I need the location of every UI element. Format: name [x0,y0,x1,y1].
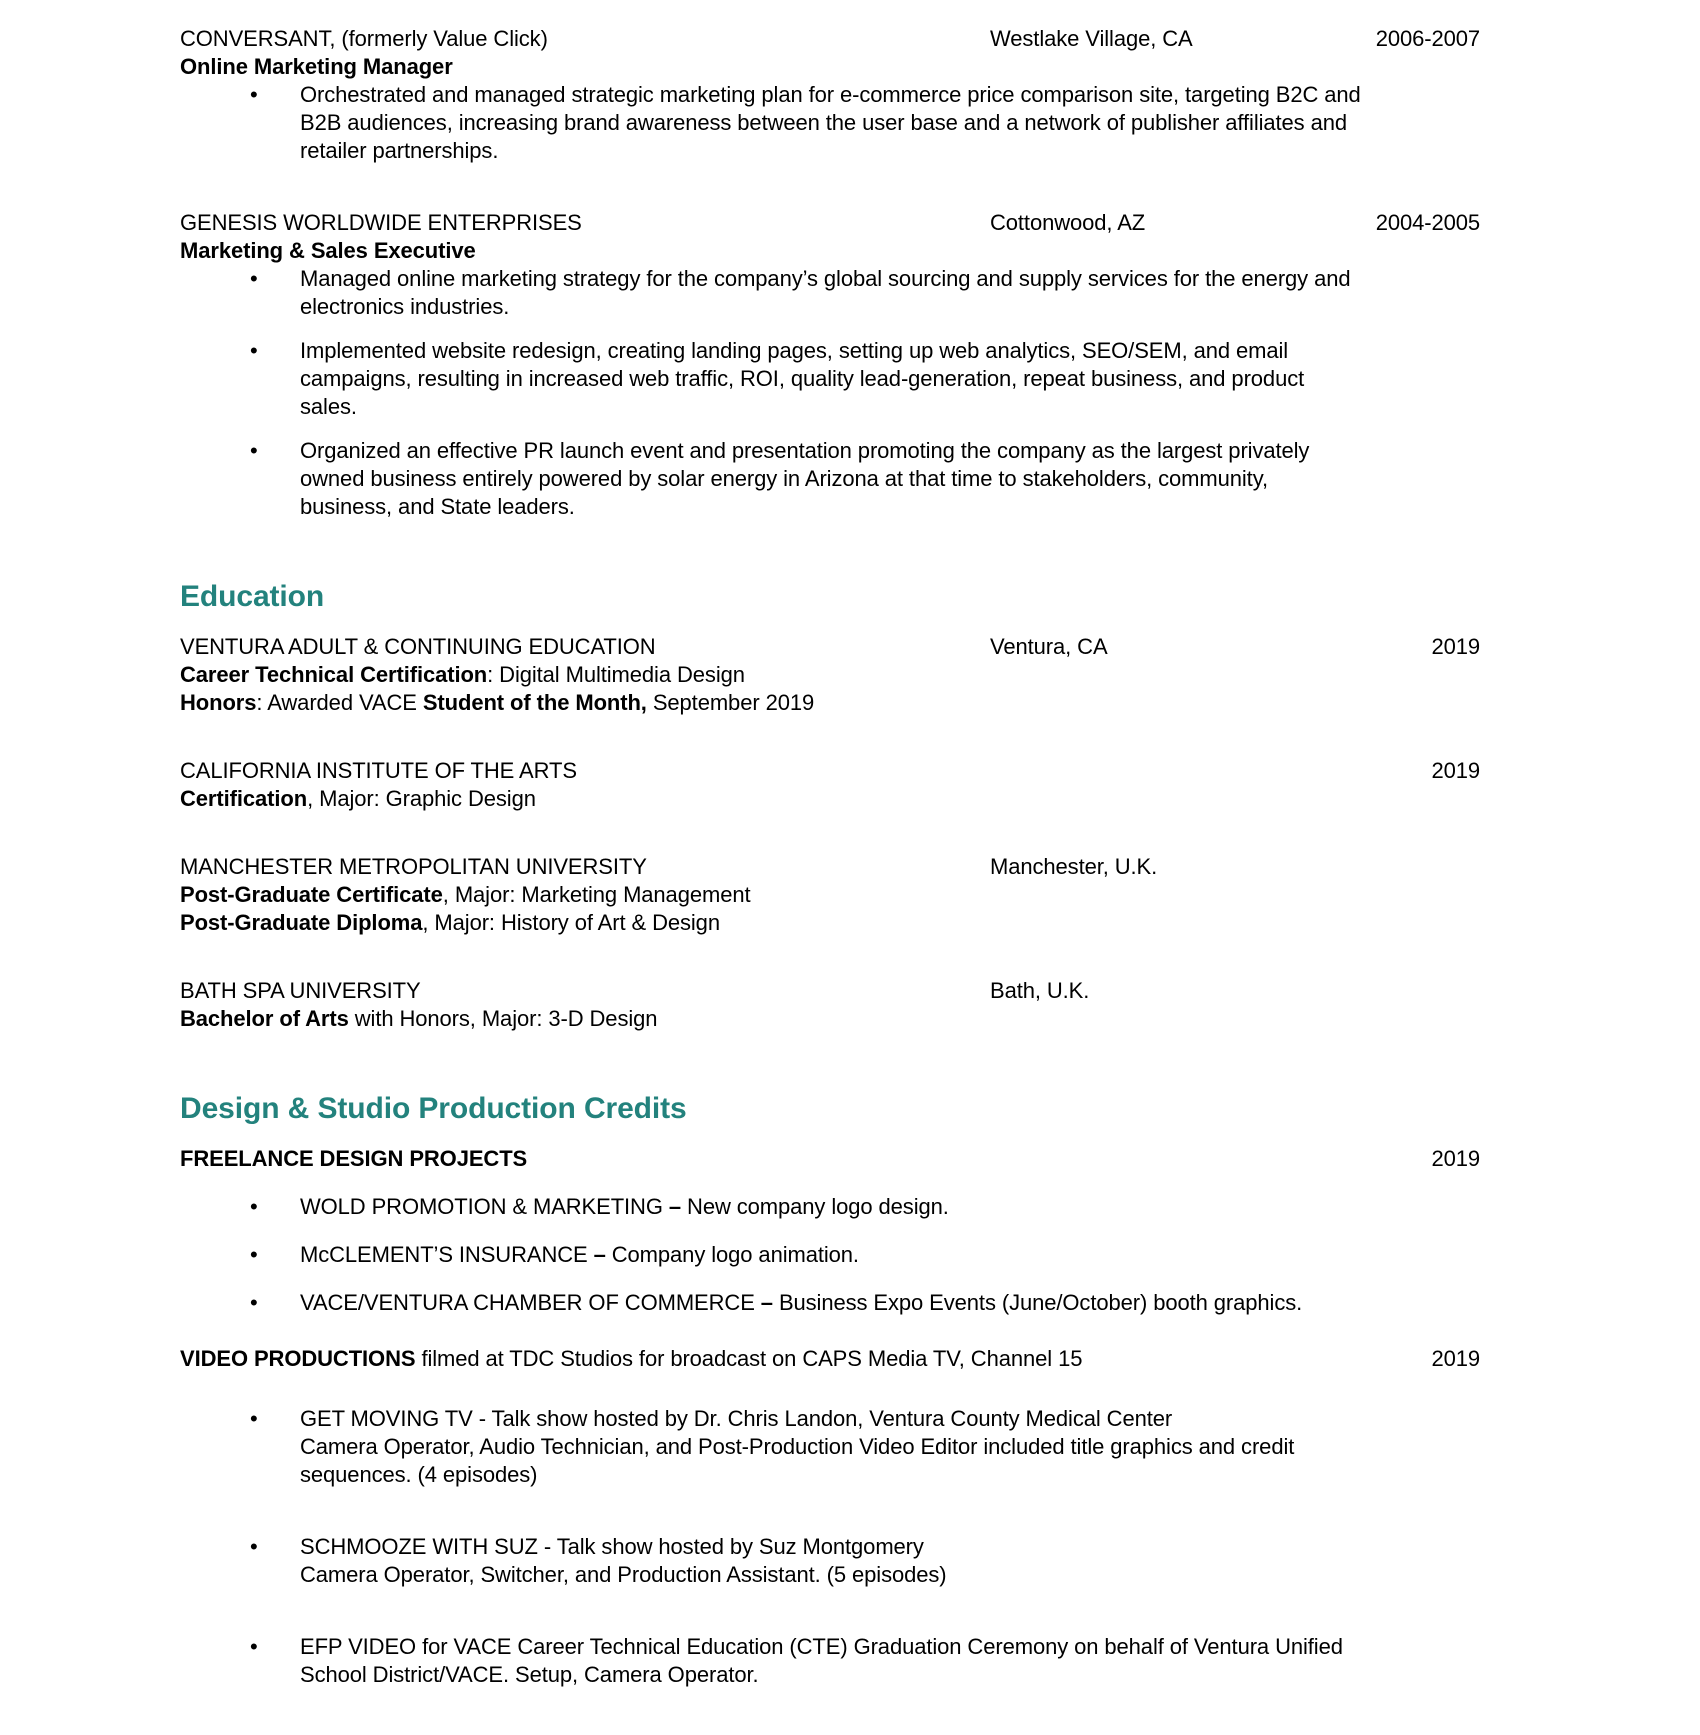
project-description: Business Expo Events (June/October) booth graphics. [772,1290,1303,1315]
job-title: Online Marketing Manager [180,54,453,79]
resume-content [180,25,1480,1689]
degree-line [180,661,1480,689]
degree-detail: , Major: History of Art & Design [422,910,720,935]
degree-detail: , Major: Graphic Design [307,786,536,811]
degree-name: Post-Graduate Certificate [180,882,443,907]
video-bullet-list [180,1405,1480,1689]
honors-award: Student of the Month, [422,690,647,715]
job-entry-genesis [180,209,1480,521]
job-bullet-item: • Managed online marketing strategy for the company’s global sourcing and supply services for the energy and electronics industries. [180,265,1365,321]
freelance-bullet-item [180,1289,1365,1317]
school-dates: 2019 [1431,634,1480,659]
education-heading: Education [180,580,325,613]
experience-section [180,25,1480,521]
job-bullet-list [180,265,1480,521]
video-bullet-item [180,1405,1365,1489]
job-location: Cottonwood, AZ [990,210,1146,235]
school-header-row [180,977,1480,1005]
degree-detail: : Digital Multimedia Design [487,662,745,687]
school-location: Ventura, CA [990,634,1108,659]
honors-line [180,689,1480,717]
degree-line [180,1005,1480,1033]
school-header-row [180,757,1480,785]
video-bullet-item [180,1633,1365,1689]
freelance-dates: 2019 [1431,1146,1480,1171]
video-bullet-item [180,1533,1365,1589]
degree-name: Bachelor of Arts [180,1006,349,1031]
job-header-row [180,25,1480,53]
video-title: VIDEO PRODUCTIONS [180,1346,416,1371]
production-line: • GET MOVING TV - Talk show hosted by Dr. Chris Landon, Ventura County Medical Center [300,1406,1173,1431]
video-header-row [180,1345,1480,1373]
education-entry-bath [180,977,1480,1033]
school-name: BATH SPA UNIVERSITY [180,978,421,1003]
school-name: VENTURA ADULT & CONTINUING EDUCATION [180,634,656,659]
freelance-bullet-item [180,1193,1365,1221]
degree-name: Career Technical Certification [180,662,488,687]
school-location: Manchester, U.K. [990,854,1158,879]
video-title-line [180,1345,1310,1373]
freelance-bullet-item [180,1241,1365,1269]
video-title-detail: filmed at TDC Studios for broadcast on CAPS Media TV, Channel 15 [415,1346,1083,1371]
job-bullet-item: • Orchestrated and managed strategic marketing plan for e-commerce price comparison site, targeting B2C and B2B audiences, increasing brand awareness between the user base and a network of publisher affiliates and retailer partnerships. [180,81,1365,165]
school-location: Bath, U.K. [990,978,1090,1003]
production-line: • SCHMOOZE WITH SUZ - Talk show hosted by Suz Montgomery [300,1534,924,1559]
client-name: McCLEMENT’S INSURANCE [300,1242,594,1267]
project-description: New company logo design. [681,1194,949,1219]
production-line: • EFP VIDEO for VACE Career Technical Education (CTE) Graduation Ceremony on behalf of Ventura Unified School District/VACE. Setup, Camera Operator. [300,1634,1343,1687]
school-dates [1310,977,1480,1005]
education-entry-manchester [180,853,1480,937]
school-dates: 2019 [1431,758,1480,783]
job-header-row [180,209,1480,237]
honors-label: Honors [180,690,257,715]
job-bullet-item: • Organized an effective PR launch event and presentation promoting the company as the largest privately owned business entirely powered by solar energy in Arizona at that time to stakeholders, community, business, and State leaders. [180,437,1365,521]
video-dates: 2019 [1431,1346,1480,1371]
credits-heading: Design & Studio Production Credits [180,1092,687,1125]
client-name: VACE/VENTURA CHAMBER OF COMMERCE [300,1290,761,1315]
dash-separator: – [760,1290,773,1315]
degree-line [180,909,1480,937]
school-header-row [180,853,1480,881]
company-name: GENESIS WORLDWIDE ENTERPRISES [180,210,582,235]
education-section [180,633,1480,1033]
credits-section [180,1145,1480,1689]
degree-name: Post-Graduate Diploma [180,910,423,935]
education-entry-calarts [180,757,1480,813]
job-dates: 2006-2007 [1375,26,1480,51]
job-dates: 2004-2005 [1375,210,1480,235]
job-title: Marketing & Sales Executive [180,238,476,263]
degree-line [180,785,1480,813]
production-line: Camera Operator, Switcher, and Production Assistant. (5 episodes) [300,1562,947,1587]
degree-detail: with Honors, Major: 3-D Design [348,1006,658,1031]
job-entry-conversant [180,25,1480,165]
education-entry-vace [180,633,1480,717]
client-name: WOLD PROMOTION & MARKETING [300,1194,669,1219]
school-location [990,757,1310,785]
freelance-title: FREELANCE DESIGN PROJECTS [180,1146,528,1171]
school-dates [1310,853,1480,881]
dash-separator: – [668,1194,682,1219]
freelance-bullet-list [180,1193,1480,1317]
production-line: Camera Operator, Audio Technician, and Post-Production Video Editor included title graphics and credit sequences. (4 episodes) [300,1434,1295,1487]
school-name: MANCHESTER METROPOLITAN UNIVERSITY [180,854,647,879]
honors-date: September 2019 [646,690,815,715]
company-name: CONVERSANT, (formerly Value Click) [180,26,548,51]
dash-separator: – [593,1242,606,1267]
degree-line [180,881,1480,909]
job-location: Westlake Village, CA [990,26,1193,51]
job-bullet-item: • Implemented website redesign, creating landing pages, setting up web analytics, SEO/SEM, and email campaigns, resulting in increased web traffic, ROI, quality lead-generation, repeat business, and product sales. [180,337,1365,421]
school-name: CALIFORNIA INSTITUTE OF THE ARTS [180,758,577,783]
honors-text: : Awarded VACE [256,690,423,715]
job-bullet-list [180,81,1480,165]
project-description: Company logo animation. [605,1242,859,1267]
degree-name: Certification [180,786,308,811]
degree-detail: , Major: Marketing Management [442,882,751,907]
school-header-row [180,633,1480,661]
freelance-header-row [180,1145,1480,1173]
